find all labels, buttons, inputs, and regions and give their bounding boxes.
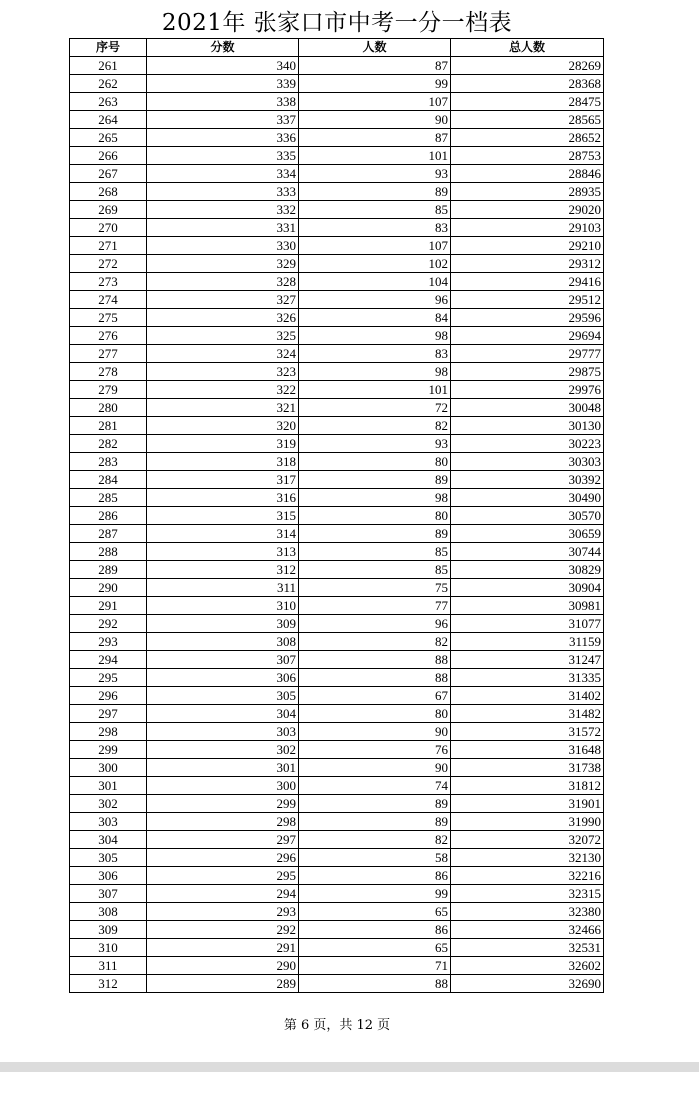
cell-score: 334 <box>147 165 299 183</box>
cell-total: 30981 <box>451 597 604 615</box>
table-row <box>70 777 604 795</box>
cell-score: 300 <box>147 777 299 795</box>
cell-seq: 306 <box>70 867 147 885</box>
cell-total: 30829 <box>451 561 604 579</box>
cell-count: 89 <box>299 525 451 543</box>
cell-score: 303 <box>147 723 299 741</box>
cell-total: 30490 <box>451 489 604 507</box>
cell-score: 291 <box>147 939 299 957</box>
cell-count: 88 <box>299 975 451 993</box>
cell-count: 85 <box>299 561 451 579</box>
table-row <box>70 597 604 615</box>
cell-score: 304 <box>147 705 299 723</box>
cell-seq: 312 <box>70 975 147 993</box>
header-seq: 序号 <box>70 39 147 57</box>
cell-count: 82 <box>299 633 451 651</box>
cell-score: 289 <box>147 975 299 993</box>
cell-seq: 288 <box>70 543 147 561</box>
cell-count: 98 <box>299 327 451 345</box>
cell-total: 31335 <box>451 669 604 687</box>
cell-count: 87 <box>299 57 451 75</box>
cell-seq: 272 <box>70 255 147 273</box>
cell-seq: 280 <box>70 399 147 417</box>
cell-seq: 291 <box>70 597 147 615</box>
cell-total: 30303 <box>451 453 604 471</box>
cell-score: 314 <box>147 525 299 543</box>
cell-seq: 293 <box>70 633 147 651</box>
cell-total: 32602 <box>451 957 604 975</box>
table-row <box>70 471 604 489</box>
cell-score: 294 <box>147 885 299 903</box>
cell-seq: 286 <box>70 507 147 525</box>
cell-seq: 295 <box>70 669 147 687</box>
cell-total: 28565 <box>451 111 604 129</box>
cell-seq: 302 <box>70 795 147 813</box>
table-row <box>70 453 604 471</box>
cell-total: 28269 <box>451 57 604 75</box>
cell-seq: 305 <box>70 849 147 867</box>
cell-count: 101 <box>299 147 451 165</box>
cell-score: 310 <box>147 597 299 615</box>
cell-score: 323 <box>147 363 299 381</box>
cell-total: 30223 <box>451 435 604 453</box>
cell-count: 90 <box>299 111 451 129</box>
cell-seq: 279 <box>70 381 147 399</box>
table-row <box>70 705 604 723</box>
table-row <box>70 669 604 687</box>
cell-score: 311 <box>147 579 299 597</box>
cell-total: 31901 <box>451 795 604 813</box>
cell-count: 58 <box>299 849 451 867</box>
cell-total: 32466 <box>451 921 604 939</box>
cell-count: 107 <box>299 93 451 111</box>
cell-total: 31482 <box>451 705 604 723</box>
cell-count: 72 <box>299 399 451 417</box>
cell-score: 290 <box>147 957 299 975</box>
cell-count: 89 <box>299 471 451 489</box>
cell-total: 28846 <box>451 165 604 183</box>
cell-score: 296 <box>147 849 299 867</box>
cell-seq: 269 <box>70 201 147 219</box>
cell-count: 98 <box>299 363 451 381</box>
cell-count: 89 <box>299 813 451 831</box>
header-count: 人数 <box>299 39 451 57</box>
page-number: 第 6 页，共 12 页 <box>283 1018 391 1033</box>
cell-score: 313 <box>147 543 299 561</box>
cell-score: 297 <box>147 831 299 849</box>
cell-seq: 265 <box>70 129 147 147</box>
cell-count: 65 <box>299 903 451 921</box>
cell-score: 317 <box>147 471 299 489</box>
cell-score: 312 <box>147 561 299 579</box>
cell-count: 96 <box>299 291 451 309</box>
cell-total: 28652 <box>451 129 604 147</box>
table-row <box>70 399 604 417</box>
cell-count: 89 <box>299 183 451 201</box>
table-row <box>70 75 604 93</box>
cell-total: 31077 <box>451 615 604 633</box>
table-row <box>70 345 604 363</box>
cell-score: 320 <box>147 417 299 435</box>
cell-total: 29777 <box>451 345 604 363</box>
cell-count: 80 <box>299 453 451 471</box>
cell-total: 31159 <box>451 633 604 651</box>
cell-total: 32130 <box>451 849 604 867</box>
cell-score: 328 <box>147 273 299 291</box>
cell-total: 32072 <box>451 831 604 849</box>
cell-score: 337 <box>147 111 299 129</box>
table-row <box>70 111 604 129</box>
cell-count: 83 <box>299 219 451 237</box>
table-row <box>70 291 604 309</box>
header-score: 分数 <box>147 39 299 57</box>
table-row <box>70 975 604 993</box>
cell-count: 90 <box>299 759 451 777</box>
cell-seq: 311 <box>70 957 147 975</box>
cell-count: 86 <box>299 921 451 939</box>
table-row <box>70 381 604 399</box>
cell-total: 32531 <box>451 939 604 957</box>
cell-total: 29596 <box>451 309 604 327</box>
table-row <box>70 363 604 381</box>
cell-total: 28475 <box>451 93 604 111</box>
viewer-bottom-bar <box>0 1062 699 1072</box>
cell-count: 67 <box>299 687 451 705</box>
cell-score: 302 <box>147 741 299 759</box>
cell-total: 31247 <box>451 651 604 669</box>
cell-score: 307 <box>147 651 299 669</box>
table-row <box>70 759 604 777</box>
table-row <box>70 525 604 543</box>
cell-seq: 287 <box>70 525 147 543</box>
table-row <box>70 633 604 651</box>
cell-seq: 301 <box>70 777 147 795</box>
table-row <box>70 939 604 957</box>
cell-count: 82 <box>299 831 451 849</box>
cell-score: 330 <box>147 237 299 255</box>
table-row <box>70 813 604 831</box>
table-header-row <box>70 39 604 57</box>
table-row <box>70 201 604 219</box>
cell-seq: 283 <box>70 453 147 471</box>
cell-score: 293 <box>147 903 299 921</box>
cell-total: 31738 <box>451 759 604 777</box>
cell-total: 29694 <box>451 327 604 345</box>
table-row <box>70 723 604 741</box>
cell-seq: 270 <box>70 219 147 237</box>
cell-score: 308 <box>147 633 299 651</box>
cell-score: 319 <box>147 435 299 453</box>
cell-score: 316 <box>147 489 299 507</box>
table-row <box>70 957 604 975</box>
score-distribution-table <box>69 38 604 993</box>
table-row <box>70 579 604 597</box>
cell-total: 32315 <box>451 885 604 903</box>
cell-count: 98 <box>299 489 451 507</box>
cell-total: 28935 <box>451 183 604 201</box>
cell-count: 104 <box>299 273 451 291</box>
table-body <box>70 57 604 993</box>
cell-count: 85 <box>299 543 451 561</box>
cell-seq: 294 <box>70 651 147 669</box>
cell-score: 305 <box>147 687 299 705</box>
cell-count: 88 <box>299 651 451 669</box>
table-row <box>70 543 604 561</box>
cell-seq: 285 <box>70 489 147 507</box>
cell-total: 29020 <box>451 201 604 219</box>
cell-score: 326 <box>147 309 299 327</box>
cell-count: 93 <box>299 165 451 183</box>
cell-total: 28368 <box>451 75 604 93</box>
cell-seq: 266 <box>70 147 147 165</box>
table-row <box>70 129 604 147</box>
table-row <box>70 273 604 291</box>
table-row <box>70 507 604 525</box>
table-row <box>70 741 604 759</box>
cell-seq: 304 <box>70 831 147 849</box>
cell-total: 30392 <box>451 471 604 489</box>
cell-seq: 297 <box>70 705 147 723</box>
cell-total: 30744 <box>451 543 604 561</box>
cell-score: 322 <box>147 381 299 399</box>
table-row <box>70 561 604 579</box>
cell-total: 30904 <box>451 579 604 597</box>
cell-count: 102 <box>299 255 451 273</box>
cell-seq: 281 <box>70 417 147 435</box>
cell-count: 90 <box>299 723 451 741</box>
cell-count: 93 <box>299 435 451 453</box>
cell-seq: 290 <box>70 579 147 597</box>
cell-total: 29103 <box>451 219 604 237</box>
cell-seq: 310 <box>70 939 147 957</box>
cell-seq: 277 <box>70 345 147 363</box>
cell-seq: 264 <box>70 111 147 129</box>
cell-count: 96 <box>299 615 451 633</box>
cell-seq: 307 <box>70 885 147 903</box>
cell-count: 65 <box>299 939 451 957</box>
table-row <box>70 435 604 453</box>
cell-seq: 292 <box>70 615 147 633</box>
cell-score: 329 <box>147 255 299 273</box>
table-row <box>70 165 604 183</box>
cell-total: 30130 <box>451 417 604 435</box>
cell-total: 30570 <box>451 507 604 525</box>
cell-count: 99 <box>299 885 451 903</box>
cell-total: 31990 <box>451 813 604 831</box>
table-row <box>70 183 604 201</box>
cell-total: 31648 <box>451 741 604 759</box>
cell-seq: 268 <box>70 183 147 201</box>
cell-total: 29210 <box>451 237 604 255</box>
cell-count: 107 <box>299 237 451 255</box>
table-row <box>70 93 604 111</box>
cell-score: 333 <box>147 183 299 201</box>
cell-seq: 303 <box>70 813 147 831</box>
cell-score: 325 <box>147 327 299 345</box>
cell-total: 30659 <box>451 525 604 543</box>
cell-seq: 296 <box>70 687 147 705</box>
table-row <box>70 885 604 903</box>
cell-score: 327 <box>147 291 299 309</box>
table-row <box>70 237 604 255</box>
cell-score: 298 <box>147 813 299 831</box>
cell-count: 89 <box>299 795 451 813</box>
cell-count: 75 <box>299 579 451 597</box>
cell-seq: 299 <box>70 741 147 759</box>
cell-score: 331 <box>147 219 299 237</box>
cell-count: 76 <box>299 741 451 759</box>
cell-seq: 289 <box>70 561 147 579</box>
cell-total: 29875 <box>451 363 604 381</box>
cell-seq: 308 <box>70 903 147 921</box>
cell-score: 315 <box>147 507 299 525</box>
cell-seq: 300 <box>70 759 147 777</box>
cell-score: 306 <box>147 669 299 687</box>
cell-score: 318 <box>147 453 299 471</box>
cell-count: 88 <box>299 669 451 687</box>
cell-count: 101 <box>299 381 451 399</box>
cell-total: 31402 <box>451 687 604 705</box>
table-row <box>70 417 604 435</box>
cell-score: 295 <box>147 867 299 885</box>
cell-total: 32690 <box>451 975 604 993</box>
cell-score: 292 <box>147 921 299 939</box>
table-row <box>70 921 604 939</box>
cell-score: 336 <box>147 129 299 147</box>
cell-count: 74 <box>299 777 451 795</box>
cell-count: 82 <box>299 417 451 435</box>
cell-total: 29312 <box>451 255 604 273</box>
cell-count: 83 <box>299 345 451 363</box>
table-row <box>70 849 604 867</box>
cell-score: 338 <box>147 93 299 111</box>
table-row <box>70 867 604 885</box>
cell-seq: 267 <box>70 165 147 183</box>
table-row <box>70 795 604 813</box>
table-row <box>70 327 604 345</box>
table-row <box>70 489 604 507</box>
table-row <box>70 831 604 849</box>
cell-total: 32216 <box>451 867 604 885</box>
cell-total: 29512 <box>451 291 604 309</box>
cell-seq: 275 <box>70 309 147 327</box>
cell-count: 71 <box>299 957 451 975</box>
cell-count: 99 <box>299 75 451 93</box>
cell-seq: 276 <box>70 327 147 345</box>
cell-score: 321 <box>147 399 299 417</box>
cell-total: 30048 <box>451 399 604 417</box>
page-title: 2021年 张家口市中考一分一档表 <box>161 10 513 36</box>
cell-total: 31572 <box>451 723 604 741</box>
table-row <box>70 57 604 75</box>
table-row <box>70 687 604 705</box>
cell-score: 309 <box>147 615 299 633</box>
cell-seq: 278 <box>70 363 147 381</box>
cell-score: 324 <box>147 345 299 363</box>
cell-score: 301 <box>147 759 299 777</box>
cell-count: 86 <box>299 867 451 885</box>
cell-count: 80 <box>299 705 451 723</box>
cell-seq: 262 <box>70 75 147 93</box>
cell-score: 332 <box>147 201 299 219</box>
table-row <box>70 615 604 633</box>
cell-count: 85 <box>299 201 451 219</box>
cell-total: 29976 <box>451 381 604 399</box>
cell-seq: 274 <box>70 291 147 309</box>
cell-seq: 284 <box>70 471 147 489</box>
cell-seq: 282 <box>70 435 147 453</box>
cell-seq: 261 <box>70 57 147 75</box>
table-row <box>70 219 604 237</box>
cell-seq: 309 <box>70 921 147 939</box>
cell-seq: 298 <box>70 723 147 741</box>
cell-count: 84 <box>299 309 451 327</box>
cell-score: 335 <box>147 147 299 165</box>
cell-count: 87 <box>299 129 451 147</box>
cell-seq: 263 <box>70 93 147 111</box>
cell-total: 28753 <box>451 147 604 165</box>
header-total: 总人数 <box>451 39 604 57</box>
cell-score: 339 <box>147 75 299 93</box>
table-row <box>70 309 604 327</box>
cell-score: 340 <box>147 57 299 75</box>
cell-score: 299 <box>147 795 299 813</box>
cell-total: 31812 <box>451 777 604 795</box>
cell-seq: 271 <box>70 237 147 255</box>
table-row <box>70 147 604 165</box>
cell-total: 32380 <box>451 903 604 921</box>
cell-total: 29416 <box>451 273 604 291</box>
table-row <box>70 903 604 921</box>
table-row <box>70 651 604 669</box>
cell-seq: 273 <box>70 273 147 291</box>
cell-count: 80 <box>299 507 451 525</box>
cell-count: 77 <box>299 597 451 615</box>
table-row <box>70 255 604 273</box>
